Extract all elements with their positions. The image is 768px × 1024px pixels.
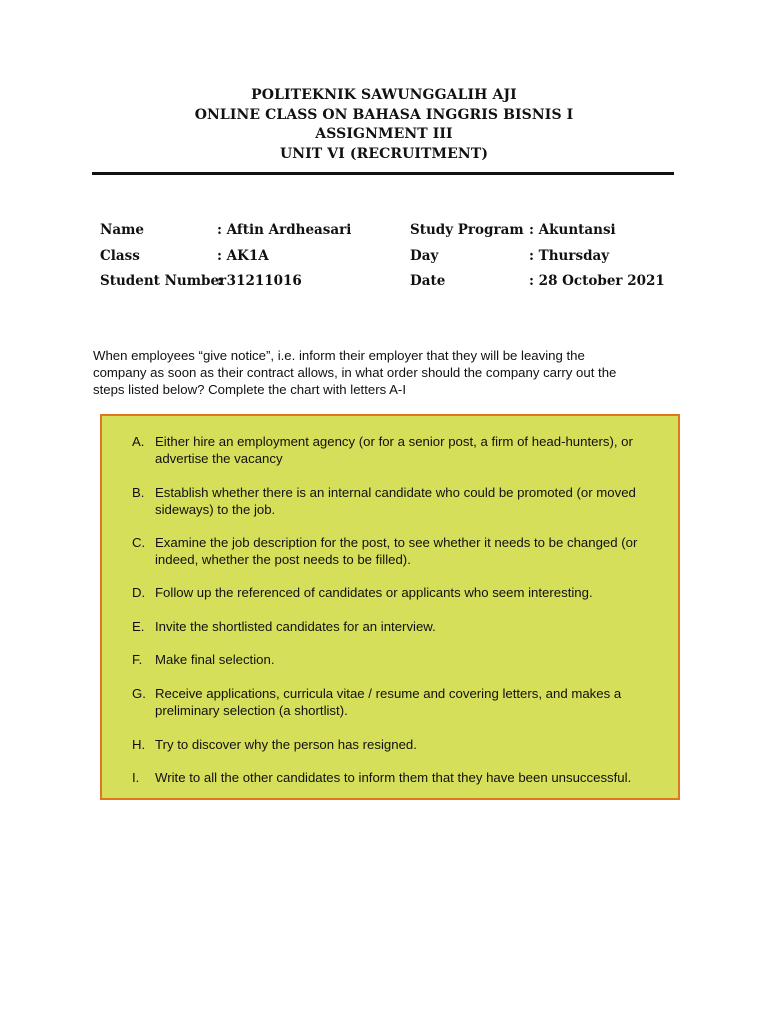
assignment-title: ASSIGNMENT III [315, 126, 453, 142]
step-text [155, 534, 672, 568]
day-value: : Thursday [529, 247, 610, 264]
class-value: : AK1A [217, 247, 269, 264]
day-label: Day [410, 247, 439, 264]
question-line: company as soon as their contract allows, in what order should the company carry out the [93, 365, 617, 380]
step-letter: A. [132, 434, 145, 449]
question-line: steps listed below? Complete the chart with letters A-I [93, 382, 406, 397]
name-label: Name [100, 222, 144, 238]
step-line: advertise the vacancy [155, 451, 283, 466]
step-line: Examine the job description for the post, to see whether it needs to be changed (or [155, 535, 638, 550]
student-number-value: : 31211016 [217, 273, 302, 289]
step-line: Either hire an employment agency (or for a senior post, a firm of head-hunters), or [155, 434, 633, 449]
step-letter: G. [132, 686, 146, 701]
step-text [155, 651, 672, 668]
step-line: Receive applications, curricula vitae / resume and covering letters, and makes a [155, 686, 622, 701]
document-header [0, 86, 768, 164]
question-line: When employees “give notice”, i.e. inform their employer that they will be leaving the [93, 348, 585, 363]
step-line: Make final selection. [155, 652, 275, 667]
step-text [155, 433, 672, 467]
step-line: Follow up the referenced of candidates or applicants who seem interesting. [155, 585, 593, 600]
date-value: : 28 October 2021 [529, 273, 665, 289]
step-letter: C. [132, 535, 146, 550]
step-letter: F. [132, 652, 143, 667]
step-letter: B. [132, 485, 145, 500]
header-divider [92, 172, 674, 175]
step-line: Write to all the other candidates to inform them that they have been unsuccessful. [155, 770, 632, 785]
name-value: : Aftin Ardheasari [217, 222, 352, 238]
step-line: preliminary selection (a shortlist). [155, 703, 348, 718]
question-text [93, 347, 653, 398]
step-line: sideways) to the job. [155, 502, 276, 517]
step-text [155, 685, 672, 719]
step-text [155, 736, 672, 753]
class-title: ONLINE CLASS ON BAHASA INGGRIS BISNIS I [194, 106, 574, 123]
step-text [155, 484, 672, 518]
class-label: Class [100, 247, 140, 264]
step-letter: E. [132, 619, 145, 634]
study-program-label: Study Program [410, 222, 524, 238]
student-number-label: Student Number [100, 273, 227, 289]
step-line: Establish whether there is an internal candidate who could be promoted (or moved [155, 485, 636, 500]
date-label: Date [410, 273, 446, 289]
step-letter: I. [132, 770, 140, 785]
step-text [155, 584, 672, 601]
step-text [155, 618, 672, 635]
unit-title: UNIT VI (RECRUITMENT) [279, 145, 489, 162]
step-letter: D. [132, 585, 146, 600]
study-program-value: : Akuntansi [529, 222, 616, 238]
step-line: Try to discover why the person has resigned. [155, 737, 417, 752]
step-line: Invite the shortlisted candidates for an interview. [155, 619, 436, 634]
step-line: indeed, whether the post needs to be filled). [155, 552, 411, 567]
step-letter: H. [132, 737, 146, 752]
institution-title: POLITEKNIK SAWUNGGALIH AJI [251, 87, 517, 103]
step-text [155, 769, 672, 786]
